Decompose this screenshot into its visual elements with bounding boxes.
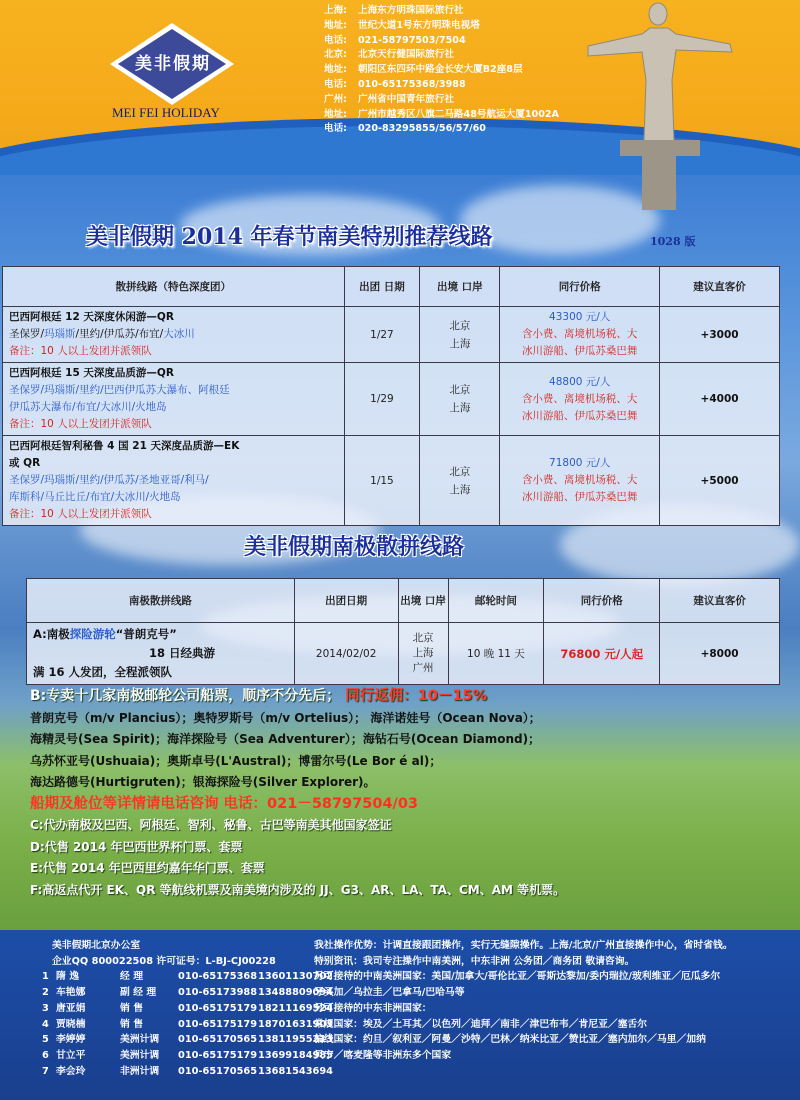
route-note: 备注：10 人以上发团并派领队: [9, 345, 152, 357]
date-cell: 1/15: [344, 436, 420, 526]
staff-mobile: 13699184985: [258, 1049, 333, 1061]
contact-key: 地址:: [324, 64, 348, 76]
price-cell: [500, 307, 660, 363]
contact-key: 电话:: [324, 123, 348, 135]
col-header-price: 同行价格: [544, 579, 660, 623]
route-stops: 库斯科/马丘比丘/布宜/大冰川/火地岛: [9, 491, 181, 503]
route-cell: [3, 363, 345, 436]
contact-row: [324, 93, 559, 108]
agency-info-line: 我社操作优势：计调直接跟团操作，实行无缝隙操作。上海/北京/广州直接操作中心，省时省钱。: [314, 940, 733, 951]
staff-index: 7: [42, 1065, 49, 1077]
staff-phone: 010-65175368: [178, 971, 258, 983]
staff-name: 李会玲: [56, 1065, 86, 1077]
col-header-date: 出团日期: [294, 579, 398, 623]
staff-role: 经 理: [120, 971, 144, 983]
route-stop-text: /里约/伊瓜苏/布宜/: [75, 328, 164, 340]
agency-info: [314, 938, 733, 1064]
ticket-heading-text: B:专卖十几家南极邮轮公司船票，顺序不分先后；: [30, 688, 341, 704]
ship-list-line: 普朗克号（m/v Plancius）；奥特罗斯号（m/v Ortelius）； 海洋诺娃号（Ocean Nova）；: [30, 710, 541, 725]
price-amount: 43300 元/人: [549, 311, 611, 323]
table-row: [27, 623, 780, 685]
contact-row: [324, 63, 559, 78]
staff-index: 2: [42, 987, 49, 999]
service-worldcup: D:代售 2014 年巴西世界杯门票、套票: [30, 839, 243, 854]
contact-row: [324, 122, 559, 137]
port-name: 北京: [449, 319, 471, 332]
suggest-price-cell: +4000: [660, 363, 780, 436]
route-stop-text: 圣保罗/: [9, 328, 45, 340]
port-name: 北京: [412, 632, 434, 644]
staff-name: 贾晓楠: [56, 1018, 86, 1030]
contact-value: 北京天行健国际旅行社: [358, 49, 454, 61]
route-duration: 18 日经典游: [149, 646, 216, 660]
staff-role: 销 售: [120, 1018, 144, 1030]
service-airtickets: F:高返点代开 EK、QR 等航线机票及南美境内涉及的 JJ、G3、AR、LA、TA、CM、AM 等机票。: [30, 882, 566, 897]
port-name: 北京: [449, 465, 471, 478]
date-cell: 1/27: [344, 307, 420, 363]
suggest-price-cell: +5000: [660, 436, 780, 526]
col-header-cruise: 邮轮时间: [448, 579, 544, 623]
contact-value: 021-58797503/7504: [358, 34, 466, 46]
contact-row: [324, 19, 559, 34]
staff-mobile: 18701631903: [258, 1018, 333, 1030]
price-cell: [500, 363, 660, 436]
staff-index: 3: [42, 1002, 49, 1014]
table-row: [3, 436, 780, 526]
section2-title: 美非假期南极散拼线路: [244, 534, 465, 560]
contact-value: 020-83295855/56/57/60: [358, 123, 486, 135]
ship-list-line: 乌苏怀亚号(Ushuaia)；奥斯卓号(L'Austral)；博雷尔号(Le Bor é al)；: [30, 753, 442, 768]
route-name: 巴西阿根廷 12 天深度休闲游—QR: [9, 311, 174, 323]
staff-mobile: 13488809094: [258, 987, 333, 999]
route-note: 满 16 人发团，全程派领队: [33, 665, 173, 679]
staff-row: [42, 1048, 333, 1064]
contact-key: 北京:: [324, 49, 348, 61]
col-header-suggest: 建议直客价: [660, 267, 780, 307]
contact-value: 广州市越秀区八旗二马路48号航运大厦1002A: [358, 108, 559, 120]
contact-value: 朝阳区东四环中路金长安大厦B2座8层: [358, 64, 523, 76]
agency-info-line: 偏线国家：约旦／叙利亚／阿曼／沙特／巴林／纳米比亚／赞比亚／塞内加尔／马里／加纳: [314, 1034, 706, 1046]
route-cell: [3, 436, 345, 526]
agency-info-line: 常规国家：埃及／土耳其／以色列／迪拜／南非／津巴布韦／肯尼亚／塞舌尔: [314, 1018, 648, 1030]
table-row: [3, 363, 780, 436]
staff-phone: 010-65173988: [178, 987, 258, 999]
christ-statue-icon: [580, 0, 800, 210]
port-cell: [420, 307, 500, 363]
ticket-heading: [30, 686, 790, 708]
spring-festival-route-table: [2, 266, 780, 526]
contact-row: [324, 78, 559, 93]
staff-phone: 010-65175179: [178, 1002, 258, 1014]
port-cell: [398, 623, 448, 685]
col-header-port: 出境 口岸: [420, 267, 500, 307]
route-stop-text: 玛瑙斯: [44, 328, 76, 340]
staff-name: 甘立平: [56, 1049, 86, 1061]
contact-value: 上海东方明珠国际旅行社: [358, 5, 464, 16]
route-stops: [9, 326, 338, 343]
staff-role: 非洲计调: [120, 1065, 160, 1077]
staff-role: 美洲计调: [120, 1049, 160, 1061]
staff-phone: 010-65170565: [178, 1065, 258, 1077]
staff-phone: 010-65175179: [178, 1049, 258, 1061]
contact-value: 广州省中国青年旅行社: [358, 93, 454, 105]
staff-mobile: 13811955213: [258, 1034, 333, 1046]
contact-key: 地址:: [324, 19, 348, 31]
services-block: [30, 686, 790, 901]
price-includes: 冰川游船、伊瓜苏桑巴舞: [521, 409, 638, 422]
contact-row: [324, 34, 559, 49]
col-header-route: 南极散拼线路: [27, 579, 295, 623]
staff-mobile: 13601130702: [258, 971, 333, 983]
price-includes: 含小费、离境机场税、大: [521, 328, 638, 340]
price-includes: 冰川游船、伊瓜苏桑巴舞: [521, 491, 638, 503]
footer: [0, 930, 800, 1100]
route-cell: [3, 307, 345, 363]
port-name: 上海: [449, 483, 471, 496]
contact-key: 电话:: [324, 34, 348, 46]
contact-list: [324, 4, 559, 137]
route-name: [33, 625, 288, 644]
port-cell: [420, 363, 500, 436]
staff-index: 5: [42, 1034, 49, 1046]
route-note: 备注：10 人以上发团并派领队: [9, 508, 152, 520]
port-name: 北京: [449, 384, 471, 396]
route-stops: 圣保罗/玛瑙斯/里约/巴西伊瓜苏大瀑布、阿根廷: [9, 384, 230, 396]
route-stops: 圣保罗/玛瑙斯/里约/伊瓜苏/圣地亚哥/利马/: [9, 474, 209, 486]
staff-name: 隋 逸: [56, 971, 80, 983]
version-label: 1028 版: [650, 235, 696, 248]
route-name-cont: 或 QR: [9, 457, 41, 469]
antarctic-route-table: [26, 578, 780, 685]
staff-row: [42, 1032, 333, 1048]
office-name: 美非假期北京办公室: [52, 940, 141, 951]
staff-mobile: 18211169524: [258, 1002, 333, 1014]
staff-index: 1: [42, 971, 49, 983]
staff-row: [42, 1017, 333, 1033]
contact-value: 世纪大道1号东方明珠电视塔: [358, 19, 480, 31]
col-header-date: 出团 日期: [344, 267, 420, 307]
price-includes: 含小费、离境机场税、大: [521, 474, 638, 486]
staff-index: 4: [42, 1018, 49, 1030]
col-header-route: 散拼线路（特色深度团）: [3, 267, 345, 307]
service-carnival: E:代售 2014 年巴西里约嘉年华门票、套票: [30, 861, 265, 875]
route-name: 巴西阿根廷智利秘鲁 4 国 21 天深度品质游—EK: [9, 440, 240, 452]
price-includes: 冰川游船、伊瓜苏桑巴舞: [521, 345, 638, 357]
staff-name: 车艳娜: [56, 987, 86, 999]
contact-value: 010-65175368/3988: [358, 78, 466, 90]
route-text: “普朗克号”: [115, 627, 177, 641]
port-name: 广州: [412, 662, 434, 674]
agency-info-line: 牙买加／乌拉圭／巴拿马/巴哈马等: [314, 987, 465, 999]
service-visa: C:代办南极及巴西、阿根廷、智利、秘鲁、古巴等南美其他国家签证: [30, 818, 392, 832]
staff-row: [42, 985, 333, 1001]
agency-info-line: 特别资讯：我司专注操作中南美洲，中东非洲 公务团／商务团 敬请咨询。: [314, 955, 635, 967]
route-name: 巴西阿根廷 15 天深度品质游—QR: [9, 367, 174, 379]
table-header-row: [27, 579, 780, 623]
office-contacts: [42, 938, 333, 1079]
port-cell: [420, 436, 500, 526]
price-includes: 含小费、离境机场税、大: [521, 392, 638, 405]
rebate-text: 同行返佣：10－15%: [345, 688, 488, 704]
price-amount: 48800 元/人: [549, 375, 611, 388]
date-cell: 2014/02/02: [294, 623, 398, 685]
ship-list-line: 海达路德号(Hurtigruten)；银海探险号(Silver Explorer)。: [30, 775, 376, 789]
section1-title: 美非假期 2014 年春节南美特别推荐线路: [86, 224, 493, 250]
staff-row: [42, 969, 333, 985]
table-row: [3, 307, 780, 363]
date-cell: 1/29: [344, 363, 420, 436]
route-note: 备注：10 人以上发团并派领队: [9, 418, 152, 430]
staff-row: [42, 1001, 333, 1017]
contact-key: 地址:: [324, 108, 348, 120]
consult-phone-line: 船期及舱位等详情请电话咨询 电话：021－58797504/03: [30, 795, 419, 812]
route-stop-text: 大冰川: [163, 328, 195, 340]
staff-mobile: 13681543694: [258, 1065, 333, 1077]
logo-text: 美非假期: [135, 54, 211, 74]
ship-list-line: 海精灵号(Sea Spirit)；海洋探险号（Sea Adventurer）；海钻石号(Ocean Diamond)；: [30, 732, 541, 746]
port-name: 上海: [412, 647, 434, 659]
cruise-cell: 10 晚 11 天: [448, 623, 544, 685]
staff-phone: 010-65170565: [178, 1034, 258, 1046]
port-name: 上海: [449, 402, 471, 414]
agency-info-line: 贝宁／喀麦隆等非洲东多个国家: [314, 1049, 452, 1061]
col-header-suggest: 建议直客价: [660, 579, 780, 623]
agency-info-line: 另可接待的中南美洲国家：美国/加拿大/哥伦比亚／哥斯达黎加/委内瑞拉/玻利维亚／厄瓜多尔: [314, 971, 721, 983]
staff-name: 唐亚娟: [56, 1002, 86, 1014]
staff-phone: 010-65175179: [178, 1018, 258, 1030]
contact-row: [324, 48, 559, 63]
price-amount: 71800 元/人: [549, 457, 611, 469]
contact-row: [324, 4, 559, 19]
route-text: A:南极: [33, 627, 70, 641]
staff-name: 李婷婷: [56, 1034, 86, 1046]
staff-row: [42, 1064, 333, 1080]
contact-row: [324, 108, 559, 123]
suggest-price-cell: +3000: [660, 307, 780, 363]
contact-key: 广州:: [324, 93, 348, 105]
col-header-port: 出境 口岸: [398, 579, 448, 623]
port-name: 上海: [449, 337, 471, 350]
price-cell: [500, 436, 660, 526]
staff-index: 6: [42, 1049, 49, 1061]
staff-role: 副 经 理: [120, 987, 157, 999]
route-stops: 伊瓜苏大瀑布/布宜/大冰川/火地岛: [9, 401, 167, 413]
office-qq-license: 企业QQ 800022508 许可证号：L-BJ-CJ00228: [52, 955, 276, 967]
contact-key: 上海:: [324, 5, 348, 16]
contact-key: 电话:: [324, 78, 348, 90]
route-text: 探险游轮: [69, 627, 116, 641]
table-header-row: [3, 267, 780, 307]
agency-info-line: 另可接待的中东非洲国家：: [314, 1002, 432, 1014]
staff-role: 销 售: [120, 1002, 144, 1014]
col-header-price: 同行价格: [500, 267, 660, 307]
suggest-price-cell: +8000: [660, 623, 780, 685]
price-cell: 76800 元/人起: [544, 623, 660, 685]
brand-subtitle: MEI FEI HOLIDAY: [112, 105, 220, 120]
staff-role: 美洲计调: [120, 1034, 160, 1046]
route-cell: [27, 623, 295, 685]
